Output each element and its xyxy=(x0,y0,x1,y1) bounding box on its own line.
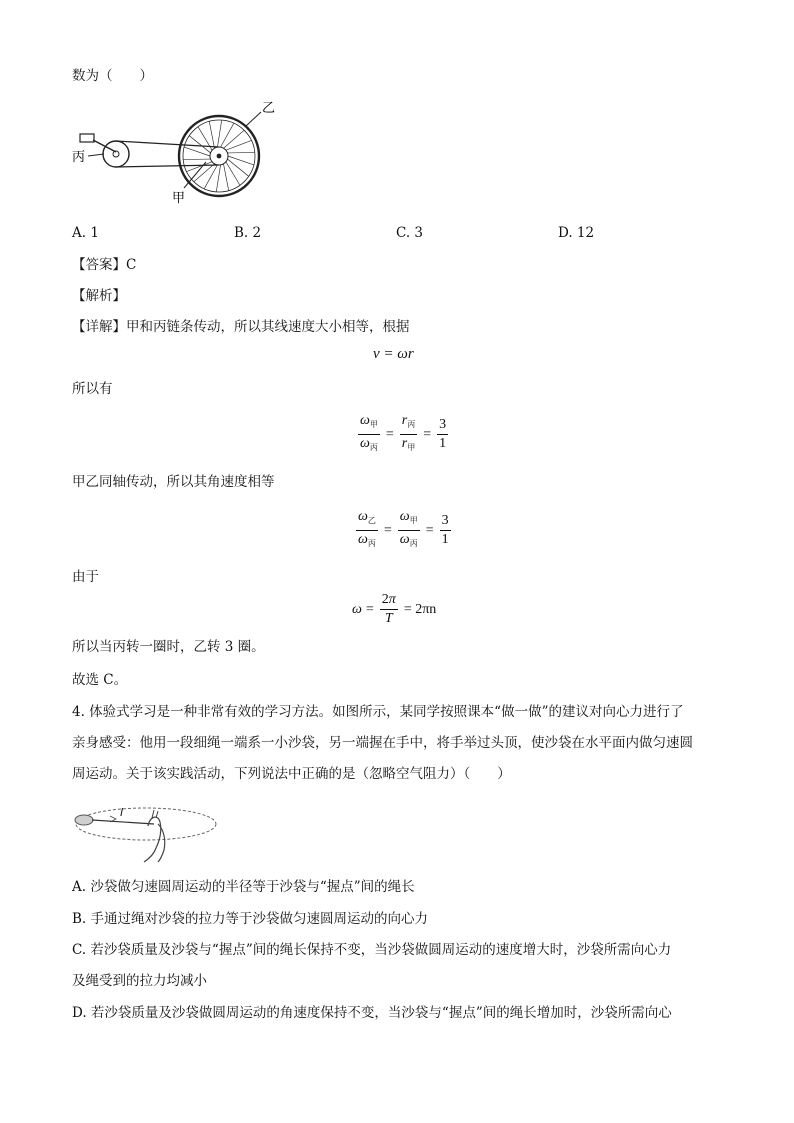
question-stem-tail: 数为（ ） xyxy=(72,68,153,84)
wheel-spoke xyxy=(204,165,217,189)
because-line: 由于 xyxy=(72,569,99,585)
wheel-spoke xyxy=(209,121,214,148)
ratio-equation-2: $\frac{\omega_乙}{\omega_丙}$ = $\frac{\omega_甲}{\omega_丙}$ = $\frac{3}{1}$ xyxy=(358,509,449,548)
answer: 【答案】C xyxy=(72,257,137,273)
option-b: B. 2 xyxy=(234,225,262,241)
q4-stem-line3: 周运动。关于该实践活动，下列说法中正确的是（忽略空气阻力）（ ） xyxy=(72,766,511,782)
option-d: D. 12 xyxy=(558,225,595,241)
bicycle-chain-figure xyxy=(66,96,286,212)
option-a: A. 1 xyxy=(72,225,99,241)
omega-period-equation: ω = $\frac{2\pi}{T}$ = 2πn xyxy=(352,592,437,626)
wheel-spoke xyxy=(221,123,234,147)
label-yi: 乙 xyxy=(262,101,276,116)
option-c: C. 3 xyxy=(396,225,424,241)
wheel-spoke xyxy=(226,162,240,185)
wheel-spoke xyxy=(216,165,220,192)
q4-stem-line1: 4. 体验式学习是一种非常有效的学习方法。如图所示，某同学按照课本“做一做”的建议对向心力进行了 xyxy=(72,704,684,720)
formula-v-omega-r: v = ωr xyxy=(373,346,414,362)
wheel-spoke xyxy=(217,120,221,147)
detail-line: 【详解】甲和丙链条传动，所以其线速度大小相等，根据 xyxy=(72,319,410,335)
analysis-heading: 【解析】 xyxy=(72,288,126,304)
sandbag-circular-motion-figure xyxy=(70,796,220,864)
q4-option-c-line2: 及绳受到的拉力均减小 xyxy=(72,973,207,989)
so-have-line: 所以有 xyxy=(72,381,113,397)
label-jia: 甲 xyxy=(172,191,186,206)
ratio-equation-1: $\frac{\omega_甲}{\omega_丙}$ = $\frac{r_丙}{r_甲}$ = $\frac{3}{1}$ xyxy=(360,413,447,452)
q4-option-b: B. 手通过绳对沙袋的拉力等于沙袋做匀速圆周运动的向心力 xyxy=(72,911,429,927)
q4-stem-line2: 亲身感受：他用一段细绳一端系一小沙袋，另一端握在手中，将手举过头顶，使沙袋在水平面内做匀速圆 xyxy=(72,735,693,751)
same-axis-line: 甲乙同轴传动，所以其角速度相等 xyxy=(72,474,275,490)
conclusion-line: 所以当丙转一圈时，乙转 3 圈。 xyxy=(72,639,265,655)
wheel-spoke xyxy=(224,164,229,191)
wheel-spoke xyxy=(224,130,245,148)
length-label: l xyxy=(120,806,124,819)
choose-line: 故选 C。 xyxy=(72,672,128,688)
q4-option-c-line1: C. 若沙袋质量及沙袋与“握点”间的绳长保持不变，当沙袋做圆周运动的速度增大时，沙袋所需向心力 xyxy=(72,942,672,958)
q4-option-a: A. 沙袋做匀速圆周运动的半径等于沙袋与“握点”间的绳长 xyxy=(72,879,415,895)
label-bing: 丙 xyxy=(72,150,86,165)
wheel-spoke xyxy=(228,156,254,165)
wheel-spoke xyxy=(226,140,252,150)
formula3-rhs: = 2πn xyxy=(403,601,437,617)
wheel-spoke xyxy=(189,136,210,153)
q4-option-d: D. 若沙袋质量及沙袋做圆周运动的角速度保持不变，当沙袋与“握点”间的绳长增加时，沙袋所需向心 xyxy=(72,1005,672,1021)
wheel-spoke xyxy=(227,159,248,176)
wheel-spoke xyxy=(184,147,210,156)
